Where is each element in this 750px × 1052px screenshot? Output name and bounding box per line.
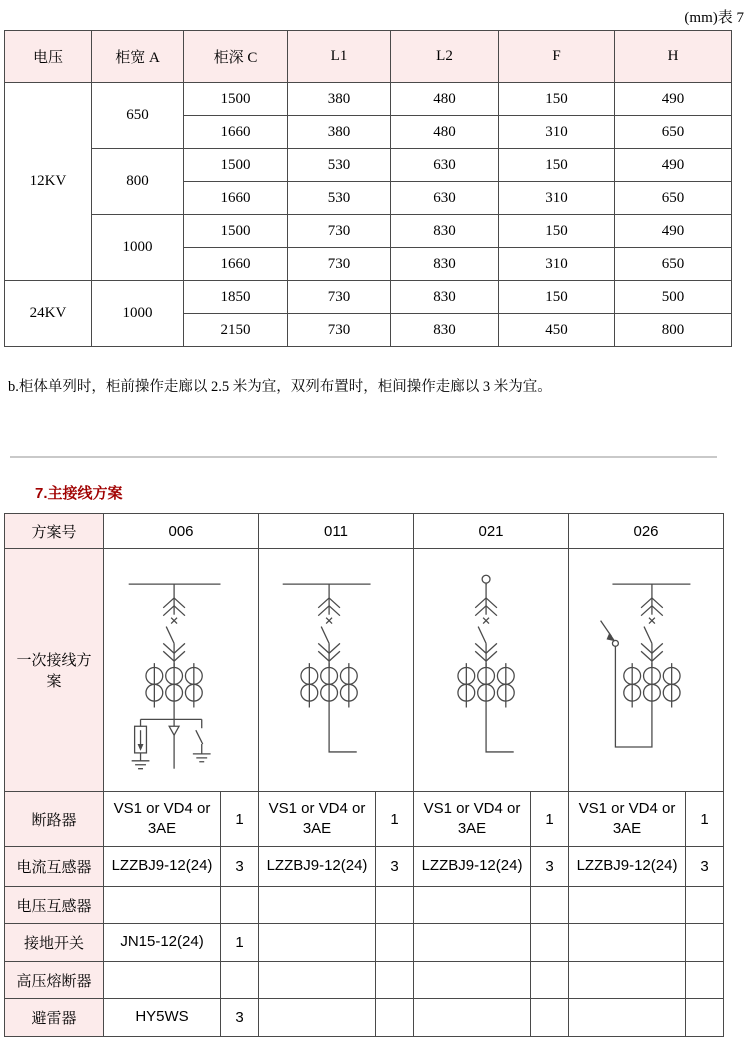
dimension-table-header-row <box>5 31 732 83</box>
section-heading: 7.主接线方案 <box>35 485 123 502</box>
outgoing-line <box>486 708 514 752</box>
component-cell <box>414 962 531 999</box>
component-cell <box>414 924 531 962</box>
count-cell <box>376 887 414 924</box>
section-divider <box>10 456 717 458</box>
count-cell: 1 <box>531 792 569 847</box>
count-cell <box>531 887 569 924</box>
dim-cell: 310 <box>499 116 615 149</box>
hv-fuse-row-label: 高压熔断器 <box>5 962 104 999</box>
dim-cell: 1850 <box>184 281 288 314</box>
dim-cell: 730 <box>288 248 391 281</box>
feeder-line <box>140 708 201 720</box>
scheme-026-header: 026 <box>569 514 724 549</box>
outgoing-line <box>329 708 357 752</box>
dim-cell: 650 <box>615 248 732 281</box>
dim-cell: 530 <box>288 149 391 182</box>
header-h: H <box>615 31 732 83</box>
earthing-switch-row <box>5 924 724 962</box>
earthing-switch-row-label: 接地开关 <box>5 924 104 962</box>
component-cell: VS1 or VD4 or 3AE <box>569 792 686 847</box>
count-cell <box>221 962 259 999</box>
component-cell: LZZBJ9-12(24) <box>259 847 376 887</box>
header-cabinet-depth: 柜深 C <box>184 31 288 83</box>
dim-cell: 1660 <box>184 116 288 149</box>
dim-cell: 830 <box>391 248 499 281</box>
header-l1: L1 <box>288 31 391 83</box>
component-cell <box>104 962 221 999</box>
dim-cell: 1500 <box>184 215 288 248</box>
voltage-cell: 12KV <box>5 83 92 281</box>
component-cell <box>259 924 376 962</box>
count-cell <box>686 999 724 1037</box>
current-transformer-row-label: 电流互感器 <box>5 847 104 887</box>
voltage-transformer-row-label: 电压互感器 <box>5 887 104 924</box>
header-f: F <box>499 31 615 83</box>
dim-cell: 530 <box>288 182 391 215</box>
dim-cell: 310 <box>499 182 615 215</box>
dim-cell: 800 <box>615 314 732 347</box>
count-cell: 1 <box>221 924 259 962</box>
scheme-header-row <box>5 514 724 549</box>
component-cell: LZZBJ9-12(24) <box>414 847 531 887</box>
count-cell: 1 <box>376 792 414 847</box>
dimension-table <box>4 30 732 347</box>
incoming-terminal-icon <box>612 640 618 646</box>
width-cell: 1000 <box>92 281 184 347</box>
count-cell <box>221 887 259 924</box>
dim-cell: 490 <box>615 83 732 116</box>
dim-cell: 1660 <box>184 182 288 215</box>
dim-cell: 630 <box>391 182 499 215</box>
count-cell <box>686 924 724 962</box>
count-cell <box>686 962 724 999</box>
count-cell <box>376 999 414 1037</box>
header-l2: L2 <box>391 31 499 83</box>
scheme-011-header: 011 <box>259 514 414 549</box>
dim-cell: 490 <box>615 149 732 182</box>
component-cell: HY5WS <box>104 999 221 1037</box>
count-cell: 1 <box>221 792 259 847</box>
breaker-stack-icon <box>457 584 513 707</box>
single-line-diagram-026 <box>570 549 723 790</box>
component-cell <box>414 999 531 1037</box>
dim-cell: 150 <box>499 149 615 182</box>
dim-cell: 1660 <box>184 248 288 281</box>
count-cell <box>531 924 569 962</box>
count-cell <box>686 887 724 924</box>
dim-cell: 830 <box>391 215 499 248</box>
diagram-cell-006 <box>104 549 259 792</box>
single-line-diagram-021 <box>415 549 568 790</box>
count-cell: 3 <box>221 847 259 887</box>
component-cell: JN15-12(24) <box>104 924 221 962</box>
cable-outlet-icon <box>169 719 179 768</box>
table-caption: (mm)表 7 <box>684 10 744 26</box>
dim-cell: 830 <box>391 314 499 347</box>
component-cell <box>104 887 221 924</box>
dim-cell: 480 <box>391 116 499 149</box>
scheme-no-label: 方案号 <box>5 514 104 549</box>
width-cell: 650 <box>92 83 184 149</box>
breaker-stack-icon <box>623 584 679 707</box>
scheme-006-header: 006 <box>104 514 259 549</box>
breaker-row-label: 断路器 <box>5 792 104 847</box>
dim-cell: 490 <box>615 215 732 248</box>
width-cell: 1000 <box>92 215 184 281</box>
component-cell <box>569 924 686 962</box>
component-cell <box>569 962 686 999</box>
component-cell <box>259 999 376 1037</box>
count-cell <box>531 962 569 999</box>
component-cell <box>414 887 531 924</box>
count-cell: 3 <box>686 847 724 887</box>
header-cabinet-width: 柜宽 A <box>92 31 184 83</box>
count-cell: 3 <box>531 847 569 887</box>
component-cell: VS1 or VD4 or 3AE <box>414 792 531 847</box>
single-line-diagram-006 <box>105 549 258 790</box>
component-cell: VS1 or VD4 or 3AE <box>259 792 376 847</box>
component-cell <box>259 962 376 999</box>
count-cell: 1 <box>686 792 724 847</box>
surge-arrester-icon <box>131 719 149 768</box>
dim-cell: 650 <box>615 116 732 149</box>
diagram-row <box>5 549 724 792</box>
dim-cell: 150 <box>499 281 615 314</box>
table-row <box>5 83 732 116</box>
dim-cell: 380 <box>288 83 391 116</box>
component-cell <box>569 887 686 924</box>
dim-cell: 2150 <box>184 314 288 347</box>
breaker-row <box>5 792 724 847</box>
cable-loop-line <box>615 646 652 747</box>
surge-arrester-row <box>5 999 724 1037</box>
count-cell <box>376 924 414 962</box>
dim-cell: 730 <box>288 314 391 347</box>
scheme-021-header: 021 <box>414 514 569 549</box>
dim-cell: 480 <box>391 83 499 116</box>
dim-cell: 630 <box>391 149 499 182</box>
diagram-cell-026 <box>569 549 724 792</box>
count-cell <box>376 962 414 999</box>
diagram-row-label: 一次接线方案 <box>5 549 104 792</box>
incoming-arrow-icon <box>600 621 615 642</box>
count-cell: 3 <box>221 999 259 1037</box>
dim-cell: 150 <box>499 83 615 116</box>
dim-cell: 500 <box>615 281 732 314</box>
voltage-cell: 24KV <box>5 281 92 347</box>
diagram-cell-011 <box>259 549 414 792</box>
component-cell <box>569 999 686 1037</box>
note-b: b.柜体单列时，柜前操作走廊以 2.5 米为宜，双列布置时，柜间操作走廊以 3 米为宜。 <box>8 379 552 395</box>
component-cell: LZZBJ9-12(24) <box>104 847 221 887</box>
table-row <box>5 215 732 248</box>
voltage-transformer-row <box>5 887 724 924</box>
width-cell: 800 <box>92 149 184 215</box>
earthing-switch-icon <box>192 719 210 761</box>
component-cell: VS1 or VD4 or 3AE <box>104 792 221 847</box>
line-terminal-icon <box>482 575 490 583</box>
dim-cell: 830 <box>391 281 499 314</box>
dim-cell: 730 <box>288 215 391 248</box>
surge-arrester-row-label: 避雷器 <box>5 999 104 1037</box>
dim-cell: 380 <box>288 116 391 149</box>
dim-cell: 650 <box>615 182 732 215</box>
component-cell <box>259 887 376 924</box>
table-row <box>5 149 732 182</box>
component-cell: LZZBJ9-12(24) <box>569 847 686 887</box>
scheme-table <box>4 513 724 1037</box>
hv-fuse-row <box>5 962 724 999</box>
dim-cell: 310 <box>499 248 615 281</box>
breaker-stack-icon <box>145 584 201 707</box>
current-transformer-row <box>5 847 724 887</box>
single-line-diagram-011 <box>260 549 413 790</box>
table-row <box>5 281 732 314</box>
dim-cell: 150 <box>499 215 615 248</box>
dim-cell: 450 <box>499 314 615 347</box>
dim-cell: 1500 <box>184 149 288 182</box>
diagram-cell-021 <box>414 549 569 792</box>
breaker-stack-icon <box>300 584 356 707</box>
dim-cell: 730 <box>288 281 391 314</box>
dim-cell: 1500 <box>184 83 288 116</box>
header-voltage: 电压 <box>5 31 92 83</box>
count-cell: 3 <box>376 847 414 887</box>
count-cell <box>531 999 569 1037</box>
